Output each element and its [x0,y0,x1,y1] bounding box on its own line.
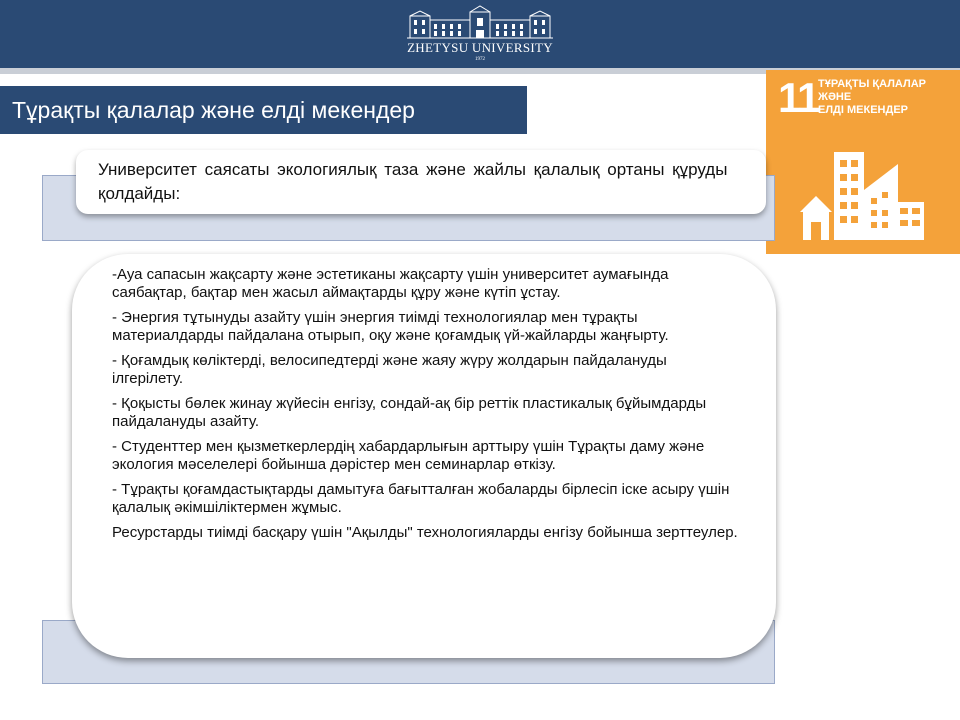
city-buildings-icon [798,150,928,242]
sdg-label [818,78,926,117]
list-item: - Қоқысты бөлек жинау жүйесін енгізу, сондай-ақ бір реттік пластикалық бұйымдарды пайдалануды азайту. [112,395,707,430]
list-item: -Ауа сапасын жақсарту және эстетиканы жақсарту үшін университет аумағында саябақтар, бақтар мен жасыл аймақтарды құру және күтіп ұстау. [112,266,669,301]
list-item: - Қоғамдық көліктерді, велосипедтерді және жаяу жүру жолдарын пайдалануды ілгерілету. [112,352,667,387]
university-name: ZHETYSU UNIVERSITY [407,40,553,55]
sdg-label-line: ЕЛДІ МЕКЕНДЕР [818,104,909,116]
list-item: - Студенттер мен қызметкерлердің хабардарлығын арттыру үшін Тұрақты даму және экология мәселелері бойынша дәрістер мен семинарлар өткізу. [112,438,705,473]
sdg-11-tile [766,70,960,254]
policy-actions-panel [72,254,776,658]
list-item: Ресурстарды тиімді басқару үшін "Ақылды" технологияларды енгізу бойынша зерттеулер. [112,524,738,541]
university-founding-year: 1972 [475,57,485,62]
list-item: - Энергия тұтынуды азайту үшін энергия тиімді технологиялар мен тұрақты материалдарды пайдалана отырып, оқу және қоғамдық үй-жайларды жаңғырту. [112,309,669,344]
university-logo [400,4,560,68]
university-building-icon [405,4,555,40]
list-item: - Тұрақты қоғамдастықтарды дамытуға бағытталған жобаларды бірлесіп іске асыру үшін қалалық әкімшіліктермен жұмыс. [112,481,730,516]
sdg-number: 11 [778,74,819,121]
sdg-label-line: ЖӘНЕ [818,91,852,103]
sdg-label-line: ТҰРАҚТЫ ҚАЛАЛАР [818,78,926,90]
policy-statement: Университет саясаты экологиялық таза және жайлы қалалық ортаны құруды қолдайды: [76,150,766,214]
page-title: Тұрақты қалалар және елді мекендер [0,86,527,134]
